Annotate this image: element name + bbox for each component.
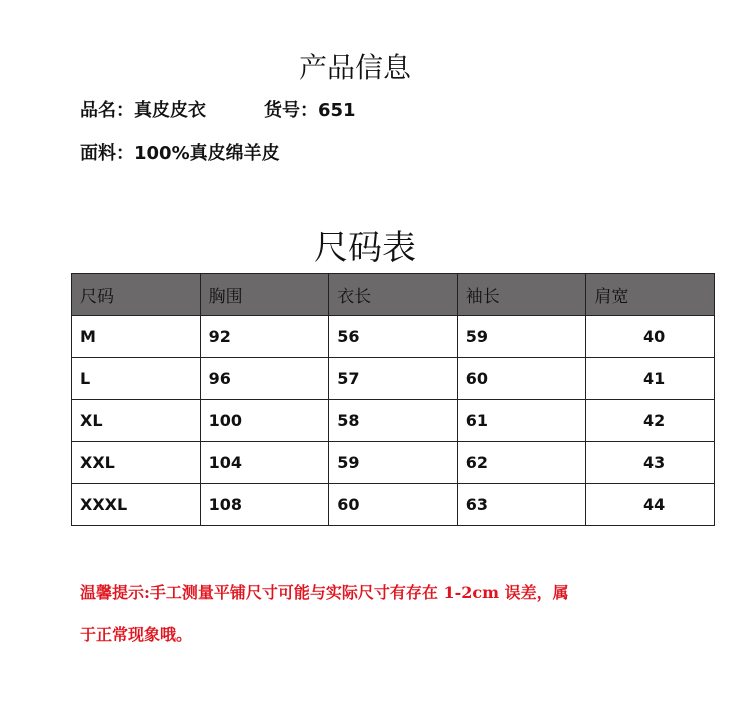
item-number-label: 货号： [264, 100, 318, 121]
table-row [72, 400, 715, 442]
cell-sleeve: 61 [457, 400, 586, 442]
product-name-value: 真皮皮衣 [134, 100, 206, 121]
size-table-header-row [72, 274, 715, 316]
size-table [71, 273, 715, 526]
cell-shoulder-value: 41 [643, 369, 666, 388]
cell-shoulder [586, 400, 715, 442]
product-name-line [80, 96, 356, 122]
cell-shoulder-value: 40 [643, 327, 666, 346]
material-value: 100%真皮绵羊皮 [134, 143, 280, 164]
cell-sleeve: 63 [457, 484, 586, 526]
table-row [72, 358, 715, 400]
cell-size: L [72, 358, 201, 400]
product-name-label: 品名： [80, 100, 134, 121]
cell-length: 58 [329, 400, 458, 442]
header-sleeve: 袖长 [457, 274, 586, 316]
cell-size: XXL [72, 442, 201, 484]
cell-size: XXXL [72, 484, 201, 526]
cell-shoulder [586, 316, 715, 358]
cell-shoulder [586, 484, 715, 526]
cell-shoulder [586, 442, 715, 484]
header-size: 尺码 [72, 274, 201, 316]
notice-line-2: 于正常现象哦。 [80, 625, 193, 644]
cell-size: M [72, 316, 201, 358]
header-length: 衣长 [329, 274, 458, 316]
cell-sleeve: 59 [457, 316, 586, 358]
item-number-value: 651 [318, 100, 356, 121]
cell-chest: 100 [200, 400, 329, 442]
material-line [80, 139, 280, 165]
cell-shoulder-value: 44 [643, 495, 666, 514]
cell-chest: 108 [200, 484, 329, 526]
table-row [72, 316, 715, 358]
table-row [72, 484, 715, 526]
material-label: 面料： [80, 143, 134, 164]
cell-length: 59 [329, 442, 458, 484]
cell-length: 57 [329, 358, 458, 400]
cell-chest: 104 [200, 442, 329, 484]
cell-sleeve: 60 [457, 358, 586, 400]
cell-length: 60 [329, 484, 458, 526]
header-chest: 胸围 [200, 274, 329, 316]
cell-chest: 92 [200, 316, 329, 358]
cell-sleeve: 62 [457, 442, 586, 484]
cell-shoulder [586, 358, 715, 400]
size-chart-title: 尺码表 [314, 228, 416, 268]
header-shoulder: 肩宽 [586, 274, 715, 316]
cell-shoulder-value: 43 [643, 453, 666, 472]
product-info-title: 产品信息 [298, 51, 411, 84]
cell-length: 56 [329, 316, 458, 358]
cell-shoulder-value: 42 [643, 411, 666, 430]
table-row [72, 442, 715, 484]
cell-size: XL [72, 400, 201, 442]
notice-line-1: 温馨提示:手工测量平铺尺寸可能与实际尺寸有存在 1-2cm 误差，属 [80, 583, 569, 602]
cell-chest: 96 [200, 358, 329, 400]
